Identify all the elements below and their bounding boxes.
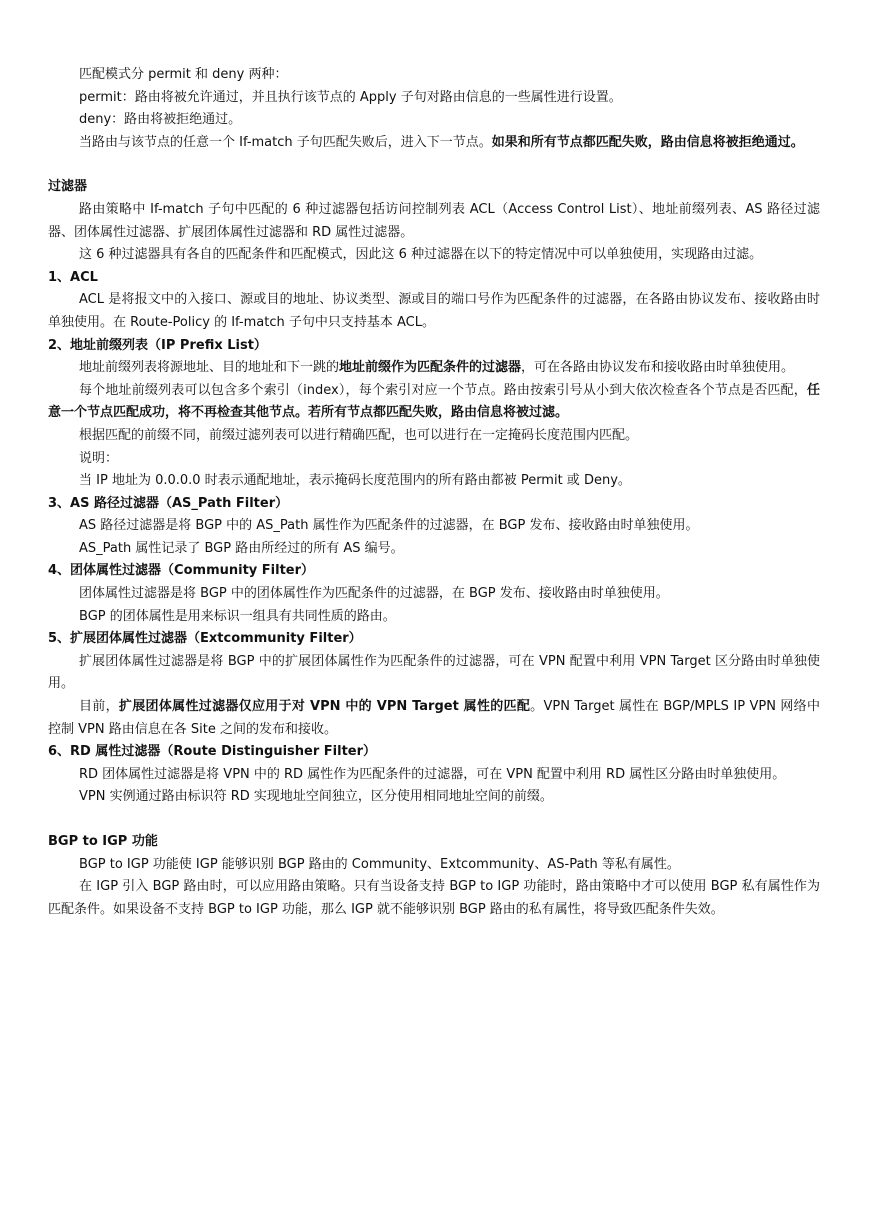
community-paragraph-2: BGP 的团体属性是用来标识一组具有共同性质的路由。 xyxy=(79,608,396,624)
extcommunity-paragraph-1: 扩展团体属性过滤器是将 BGP 中的扩展团体属性作为匹配条件的过滤器，可在 VPN 配置中利用 VPN Target 区分路由时单独使用。 xyxy=(48,653,820,692)
prefix-p1-text: 地址前缀列表将源地址、目的地址和下一跳的 xyxy=(79,360,340,376)
prefix-list-paragraph-1 xyxy=(48,357,820,380)
community-heading: 4、团体属性过滤器（Community Filter） xyxy=(48,563,315,579)
prefix-p1-tail: ，可在各路由协议发布和接收路由时单独使用。 xyxy=(521,360,795,376)
filters-paragraph-1: 路由策略中 If-match 子句中匹配的 6 种过滤器包括访问控制列表 ACL（Access Control List）、地址前缀列表、AS 路径过滤器、团体属性过滤器、扩展团体属性过滤器和 RD 属性过滤器。 xyxy=(48,201,820,240)
prefix-p2-text: 每个地址前缀列表可以包含多个索引（index），每个索引对应一个节点。路由按索引号从小到大依次检查各个节点是否匹配， xyxy=(79,382,807,398)
acl-heading: 1、ACL xyxy=(48,269,98,285)
ext-p2-tail: 。VPN Target 属性在 BGP/MPLS IP VPN 网络中控制 VPN 路由信息在各 Site 之间的发布和接收。 xyxy=(48,699,820,737)
intro-line-2: permit：路由将被允许通过，并且执行该节点的 Apply 子句对路由信息的一些属性进行设置。 xyxy=(79,89,622,105)
prefix-list-heading: 2、地址前缀列表（IP Prefix List） xyxy=(48,337,267,353)
match-rule-text: 当路由与该节点的任意一个 If-match 子句匹配失败后，进入下一节点。 xyxy=(79,134,492,150)
prefix-list-note: 当 IP 地址为 0.0.0.0 时表示通配地址，表示掩码长度范围内的所有路由都被 Permit 或 Deny。 xyxy=(79,473,631,489)
prefix-list-note-label: 说明： xyxy=(79,450,119,466)
ext-p2-emphasis: 扩展团体属性过滤器仅应用于对 VPN 中的 VPN Target 属性的匹配 xyxy=(118,699,531,715)
intro-line-1: 匹配模式分 permit 和 deny 两种： xyxy=(79,67,288,82)
prefix-p2-emphasis: 任意一个节点匹配成功，将不再检查其他节点。若所有节点都匹配失败，路由信息将被过滤。 xyxy=(48,382,820,421)
match-rule-emphasis: 如果和所有节点都匹配失败，路由信息将被拒绝通过。 xyxy=(491,134,804,150)
as-path-heading: 3、AS 路径过滤器（AS_Path Filter） xyxy=(48,495,289,511)
prefix-list-paragraph-2 xyxy=(48,380,820,425)
as-path-paragraph-2: AS_Path 属性记录了 BGP 路由所经过的所有 AS 编号。 xyxy=(79,540,404,556)
bgp-to-igp-paragraph-1: BGP to IGP 功能使 IGP 能够识别 BGP 路由的 Community、Extcommunity、AS-Path 等私有属性。 xyxy=(79,856,680,872)
extcommunity-paragraph-2 xyxy=(48,696,820,741)
bgp-to-igp-paragraph-2: 在 IGP 引入 BGP 路由时，可以应用路由策略。只有当设备支持 BGP to IGP 功能时，路由策略中才可以使用 BGP 私有属性作为匹配条件。如果设备不支持 BGP to IGP 功能，那么 IGP 就不能够识别 BGP 路由的私有属性，将导致匹配条件失效。 xyxy=(48,879,820,917)
rd-paragraph-1: RD 团体属性过滤器是将 VPN 中的 RD 属性作为匹配条件的过滤器，可在 VPN 配置中利用 RD 属性区分路由时单独使用。 xyxy=(79,766,786,782)
rd-heading: 6、RD 属性过滤器（Route Distinguisher Filter） xyxy=(48,744,377,760)
filters-paragraph-2: 这 6 种过滤器具有各自的匹配条件和匹配模式，因此这 6 种过滤器在以下的特定情况中可以单独使用，实现路由过滤。 xyxy=(79,247,763,263)
intro-line-3: deny：路由将被拒绝通过。 xyxy=(79,112,242,128)
as-path-paragraph-1: AS 路径过滤器是将 BGP 中的 AS_Path 属性作为匹配条件的过滤器，在 BGP 发布、接收路由时单独使用。 xyxy=(79,518,699,534)
ext-p2-text: 目前， xyxy=(79,699,119,715)
document-body xyxy=(48,64,820,921)
match-rule-paragraph xyxy=(48,132,820,155)
rd-paragraph-2: VPN 实例通过路由标识符 RD 实现地址空间独立，区分使用相同地址空间的前缀。 xyxy=(79,789,553,805)
prefix-list-paragraph-3: 根据匹配的前缀不同，前缀过滤列表可以进行精确匹配，也可以进行在一定掩码长度范围内匹配。 xyxy=(79,427,639,443)
extcommunity-heading: 5、扩展团体属性过滤器（Extcommunity Filter） xyxy=(48,631,362,647)
filters-heading: 过滤器 xyxy=(48,179,88,195)
prefix-p1-emphasis: 地址前缀作为匹配条件的过滤器 xyxy=(339,360,522,376)
community-paragraph-1: 团体属性过滤器是将 BGP 中的团体属性作为匹配条件的过滤器，在 BGP 发布、接收路由时单独使用。 xyxy=(79,586,669,602)
acl-paragraph: ACL 是将报文中的入接口、源或目的地址、协议类型、源或目的端口号作为匹配条件的过滤器，在各路由协议发布、接收路由时单独使用。在 Route-Policy 的 If-match 子句中只支持基本 ACL。 xyxy=(48,292,820,330)
bgp-to-igp-heading: BGP to IGP 功能 xyxy=(48,834,158,849)
